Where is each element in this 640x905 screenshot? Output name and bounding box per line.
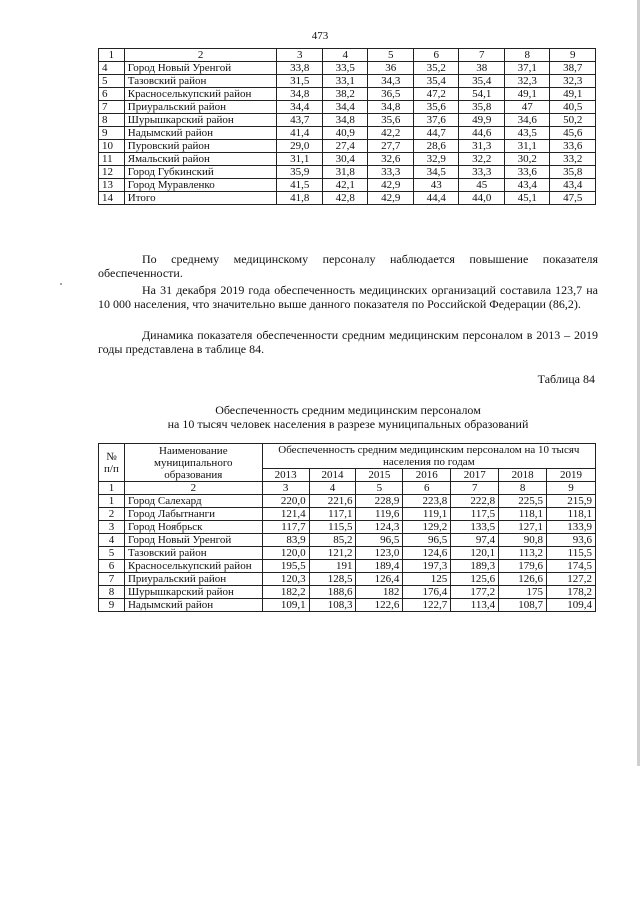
table-cell: 54,1 (459, 88, 505, 101)
table-cell: 32,9 (413, 153, 459, 166)
table-cell: 85,2 (309, 534, 356, 547)
table-title (98, 403, 598, 431)
table-cell: 120,1 (451, 547, 499, 560)
index-cell: 3 (262, 482, 309, 495)
table-cell: 42,8 (322, 192, 368, 205)
table-cell: 35,9 (277, 166, 323, 179)
table-cell: 223,8 (403, 495, 451, 508)
header-cell: 8 (504, 49, 550, 62)
table-cell: 47 (504, 101, 550, 114)
table-row (99, 547, 596, 560)
row-label: Город Лабытнанги (124, 508, 262, 521)
table-cell: 6 (99, 560, 125, 573)
index-cell: 5 (356, 482, 403, 495)
row-label: Пуровский район (124, 140, 277, 153)
year-header: 2018 (499, 469, 547, 482)
header-name: Наименование муниципального образования (124, 444, 262, 482)
table-cell: 44,4 (413, 192, 459, 205)
header-cell: 7 (459, 49, 505, 62)
table-cell: 34,4 (277, 101, 323, 114)
table-cell: 50,2 (550, 114, 596, 127)
table-cell: 35,6 (413, 101, 459, 114)
table-cell: 125,6 (451, 573, 499, 586)
table-cell: 49,9 (459, 114, 505, 127)
table-cell: 32,6 (368, 153, 414, 166)
table-cell: 124,3 (356, 521, 403, 534)
header-no: № п/п (99, 444, 125, 482)
table-row (99, 153, 596, 166)
table-cell: 9 (99, 127, 125, 140)
table-cell: 42,9 (368, 192, 414, 205)
table-cell: 5 (99, 547, 125, 560)
table-cell: 34,3 (368, 75, 414, 88)
table-cell: 121,2 (309, 547, 356, 560)
table-cell: 36 (368, 62, 414, 75)
table-continued (98, 48, 596, 205)
table-cell: 31,1 (504, 140, 550, 153)
table-cell: 42,9 (368, 179, 414, 192)
table-cell: 40,5 (550, 101, 596, 114)
index-cell: 8 (499, 482, 547, 495)
index-cell: 2 (124, 482, 262, 495)
row-label: Ямальский район (124, 153, 277, 166)
table-cell: 34,8 (277, 88, 323, 101)
table-row (99, 586, 596, 599)
row-label: Надымский район (124, 127, 277, 140)
table-cell: 27,4 (322, 140, 368, 153)
table-cell: 8 (99, 586, 125, 599)
index-cell: 4 (309, 482, 356, 495)
table-cell: 8 (99, 114, 125, 127)
table-cell: 120,3 (262, 573, 309, 586)
table-cell: 9 (99, 599, 125, 612)
table-cell: 45,6 (550, 127, 596, 140)
table-cell: 44,6 (459, 127, 505, 140)
table-cell: 179,6 (499, 560, 547, 573)
table-row (99, 114, 596, 127)
table-cell: 93,6 (547, 534, 596, 547)
table-row (99, 573, 596, 586)
table-cell: 31,8 (322, 166, 368, 179)
table-cell: 2 (99, 508, 125, 521)
year-header: 2014 (309, 469, 356, 482)
table-cell: 35,8 (550, 166, 596, 179)
table-cell: 47,5 (550, 192, 596, 205)
table-cell: 126,4 (356, 573, 403, 586)
table-cell: 14 (99, 192, 125, 205)
table-cell: 34,6 (504, 114, 550, 127)
row-label: Город Муравленко (124, 179, 277, 192)
table-cell: 113,2 (499, 547, 547, 560)
header-cell: 9 (550, 49, 596, 62)
table-cell: 35,4 (459, 75, 505, 88)
table-cell: 128,5 (309, 573, 356, 586)
table-cell: 33,1 (322, 75, 368, 88)
row-label: Итого (124, 192, 277, 205)
table-cell: 133,5 (451, 521, 499, 534)
table-cell: 45 (459, 179, 505, 192)
table-cell: 30,4 (322, 153, 368, 166)
table-cell: 109,4 (547, 599, 596, 612)
table-row (99, 495, 596, 508)
table-cell: 109,1 (262, 599, 309, 612)
index-cell: 9 (547, 482, 596, 495)
table-cell: 189,4 (356, 560, 403, 573)
table-cell: 33,3 (368, 166, 414, 179)
table-cell: 225,5 (499, 495, 547, 508)
index-cell: 7 (451, 482, 499, 495)
year-header: 2015 (356, 469, 403, 482)
table-row (99, 166, 596, 179)
table-cell: 97,4 (451, 534, 499, 547)
table-cell: 123,0 (356, 547, 403, 560)
table-cell: 115,5 (547, 547, 596, 560)
table-cell: 32,3 (504, 75, 550, 88)
table-cell: 215,9 (547, 495, 596, 508)
table-cell: 222,8 (451, 495, 499, 508)
table-cell: 90,8 (499, 534, 547, 547)
table-row (99, 140, 596, 153)
row-label: Тазовский район (124, 75, 277, 88)
table-row (99, 179, 596, 192)
table-cell: 127,2 (547, 573, 596, 586)
index-cell: 6 (403, 482, 451, 495)
table-cell: 33,5 (322, 62, 368, 75)
table-cell: 117,7 (262, 521, 309, 534)
paragraph-3: Динамика показателя обеспеченности средним медицинским персоналом в 2013 – 2019 годы представлена в таблице 84. (98, 328, 598, 356)
table-cell: 40,9 (322, 127, 368, 140)
table-cell: 126,6 (499, 573, 547, 586)
table-row (99, 62, 596, 75)
table-cell: 27,7 (368, 140, 414, 153)
table-cell: 49,1 (550, 88, 596, 101)
row-label: Красноселькупский район (124, 560, 262, 573)
table-cell: 28,6 (413, 140, 459, 153)
table-cell: 191 (309, 560, 356, 573)
table-row (99, 521, 596, 534)
year-header: 2017 (451, 469, 499, 482)
table-cell: 221,6 (309, 495, 356, 508)
row-label: Надымский район (124, 599, 262, 612)
table-cell: 118,1 (547, 508, 596, 521)
table-cell: 49,1 (504, 88, 550, 101)
table-cell: 177,2 (451, 586, 499, 599)
table-row (99, 88, 596, 101)
paragraph-2: На 31 декабря 2019 года обеспеченность медицинских организаций составила 123,7 на 10 000 населения, что значительно выше данного показателя по Российской Федерации (86,2). (98, 283, 598, 311)
table-cell: 42,1 (322, 179, 368, 192)
table-cell: 228,9 (356, 495, 403, 508)
table-cell: 34,5 (413, 166, 459, 179)
row-label: Приуральский район (124, 573, 262, 586)
header-cell: 5 (368, 49, 414, 62)
table-cell: 122,7 (403, 599, 451, 612)
table-cell: 37,1 (504, 62, 550, 75)
table-header-row (99, 49, 596, 62)
table-cell: 124,6 (403, 547, 451, 560)
row-label: Город Губкинский (124, 166, 277, 179)
table-cell: 33,8 (277, 62, 323, 75)
table-row (99, 192, 596, 205)
table-row (99, 599, 596, 612)
table-cell: 36,5 (368, 88, 414, 101)
table-cell: 175 (499, 586, 547, 599)
table-cell: 133,9 (547, 521, 596, 534)
table-row (99, 127, 596, 140)
table-cell: 33,6 (504, 166, 550, 179)
table-cell: 127,1 (499, 521, 547, 534)
table-cell: 122,6 (356, 599, 403, 612)
table-cell: 11 (99, 153, 125, 166)
year-header: 2019 (547, 469, 596, 482)
table-cell: 33,3 (459, 166, 505, 179)
table-cell: 13 (99, 179, 125, 192)
index-cell: 1 (99, 482, 125, 495)
table-cell: 32,2 (459, 153, 505, 166)
table-cell: 43 (413, 179, 459, 192)
table-cell: 47,2 (413, 88, 459, 101)
scan-speck (60, 283, 62, 285)
table-cell: 31,5 (277, 75, 323, 88)
table-row (99, 508, 596, 521)
table-cell: 7 (99, 101, 125, 114)
table-cell: 29,0 (277, 140, 323, 153)
year-header: 2016 (403, 469, 451, 482)
table-cell: 108,3 (309, 599, 356, 612)
table-cell: 32,3 (550, 75, 596, 88)
header-cell: 6 (413, 49, 459, 62)
table-cell: 108,7 (499, 599, 547, 612)
table-row (99, 560, 596, 573)
row-label: Тазовский район (124, 547, 262, 560)
table-cell: 182,2 (262, 586, 309, 599)
header-cell: 3 (277, 49, 323, 62)
table-cell: 30,2 (504, 153, 550, 166)
table-cell: 44,7 (413, 127, 459, 140)
year-header: 2013 (262, 469, 309, 482)
table-cell: 43,5 (504, 127, 550, 140)
table-cell: 12 (99, 166, 125, 179)
table-cell: 41,5 (277, 179, 323, 192)
table-cell: 34,4 (322, 101, 368, 114)
table-cell: 120,0 (262, 547, 309, 560)
table-cell: 5 (99, 75, 125, 88)
table-row (99, 534, 596, 547)
table-cell: 174,5 (547, 560, 596, 573)
row-label: Красноселькупский район (124, 88, 277, 101)
table-cell: 3 (99, 521, 125, 534)
table-cell: 33,2 (550, 153, 596, 166)
table-cell: 31,3 (459, 140, 505, 153)
table-cell: 195,5 (262, 560, 309, 573)
table-cell: 182 (356, 586, 403, 599)
table-cell: 117,1 (309, 508, 356, 521)
table-cell: 4 (99, 534, 125, 547)
table-cell: 176,4 (403, 586, 451, 599)
table-cell: 96,5 (403, 534, 451, 547)
table-cell: 43,7 (277, 114, 323, 127)
table-cell: 35,8 (459, 101, 505, 114)
table-cell: 44,0 (459, 192, 505, 205)
table-cell: 113,4 (451, 599, 499, 612)
table-cell: 188,6 (309, 586, 356, 599)
table-cell: 38,7 (550, 62, 596, 75)
table-title-line1: Обеспеченность средним медицинским персоналом (215, 403, 481, 417)
table-cell: 115,5 (309, 521, 356, 534)
table-cell: 125 (403, 573, 451, 586)
table-cell: 117,5 (451, 508, 499, 521)
table-cell: 38,2 (322, 88, 368, 101)
table-84 (98, 443, 596, 612)
header-cell: 1 (99, 49, 125, 62)
table-cell: 42,2 (368, 127, 414, 140)
table-cell: 10 (99, 140, 125, 153)
table-cell: 197,3 (403, 560, 451, 573)
table-cell: 121,4 (262, 508, 309, 521)
row-label: Приуральский район (124, 101, 277, 114)
table-cell: 118,1 (499, 508, 547, 521)
table-cell: 119,1 (403, 508, 451, 521)
row-label: Город Новый Уренгой (124, 534, 262, 547)
header-cell: 2 (124, 49, 277, 62)
table-cell: 43,4 (504, 179, 550, 192)
table-cell: 41,4 (277, 127, 323, 140)
table-caption: Таблица 84 (537, 372, 595, 386)
table-cell: 83,9 (262, 534, 309, 547)
table-cell: 178,2 (547, 586, 596, 599)
table-cell: 6 (99, 88, 125, 101)
paragraph-1: По среднему медицинскому персоналу наблюдается повышение показателя обеспеченности. (98, 252, 598, 280)
table-cell: 7 (99, 573, 125, 586)
table-cell: 35,2 (413, 62, 459, 75)
table-cell: 220,0 (262, 495, 309, 508)
table-title-line2: на 10 тысяч человек населения в разрезе муниципальных образований (167, 417, 529, 431)
row-label: Шурышкарский район (124, 114, 277, 127)
table-cell: 1 (99, 495, 125, 508)
row-label: Шурышкарский район (124, 586, 262, 599)
table-cell: 37,6 (413, 114, 459, 127)
table-cell: 34,8 (368, 101, 414, 114)
table-cell: 33,6 (550, 140, 596, 153)
table-cell: 35,4 (413, 75, 459, 88)
table-index-row (99, 482, 596, 495)
table-cell: 45,1 (504, 192, 550, 205)
table-cell: 119,6 (356, 508, 403, 521)
table-cell: 43,4 (550, 179, 596, 192)
table-cell: 189,3 (451, 560, 499, 573)
header-group: Обеспеченность средним медицинским персоналом на 10 тысяч населения по годам (262, 444, 595, 469)
table-cell: 31,1 (277, 153, 323, 166)
table-cell: 38 (459, 62, 505, 75)
table-cell: 34,8 (322, 114, 368, 127)
table-cell: 41,8 (277, 192, 323, 205)
table-cell: 4 (99, 62, 125, 75)
table-cell: 96,5 (356, 534, 403, 547)
table-row (99, 101, 596, 114)
row-label: Город Салехард (124, 495, 262, 508)
row-label: Город Ноябрьск (124, 521, 262, 534)
page-number: 473 (311, 30, 329, 42)
table-cell: 129,2 (403, 521, 451, 534)
table-row (99, 75, 596, 88)
table-cell: 35,6 (368, 114, 414, 127)
header-cell: 4 (322, 49, 368, 62)
row-label: Город Новый Уренгой (124, 62, 277, 75)
